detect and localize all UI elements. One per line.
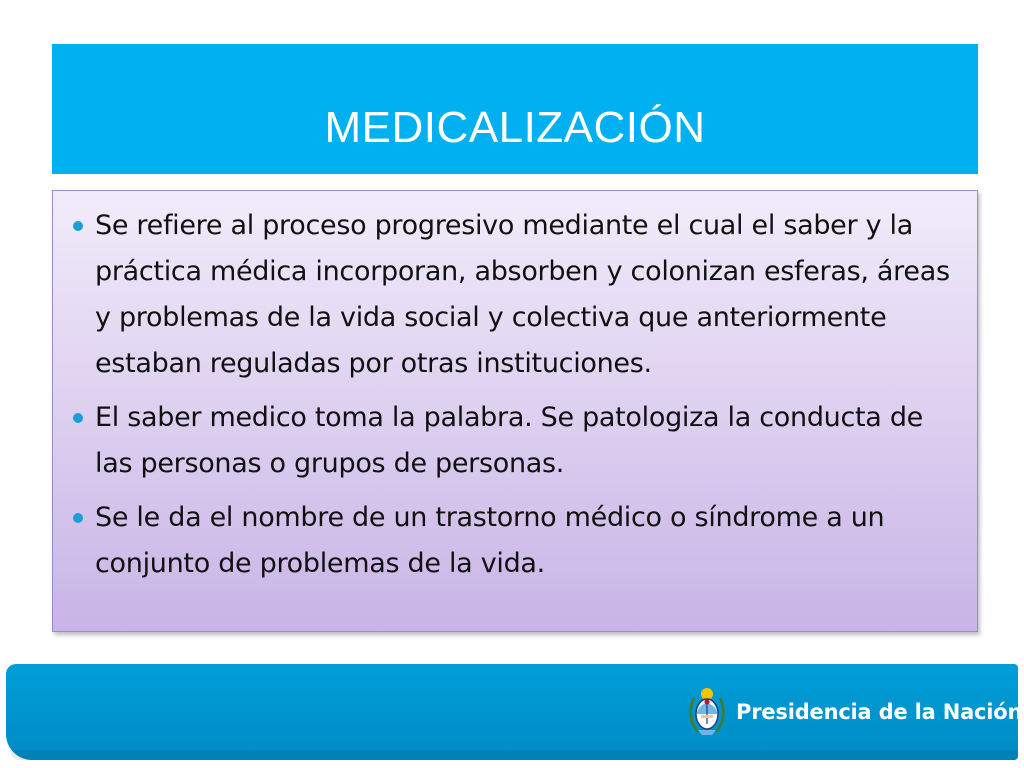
coat-of-arms-icon	[688, 684, 726, 738]
bullet-icon	[73, 413, 83, 423]
bullet-text: El saber medico toma la palabra. Se patologiza la conducta de las personas o grupos de personas.	[95, 402, 923, 479]
bullet-item	[73, 495, 963, 587]
bullet-list	[73, 203, 963, 587]
bullet-item	[73, 395, 963, 487]
bullet-icon	[73, 513, 83, 523]
bullet-text: Se refiere al proceso progresivo mediante el cual el saber y la práctica médica incorporan, absorben y colonizan esferas, áreas y problemas de la vida social y colectiva que anteriormente estaban reguladas por otras instituciones.	[95, 210, 950, 379]
presidencia-logo	[678, 680, 1023, 744]
title-bar	[52, 44, 978, 174]
slide-title: MEDICALIZACIÓN	[324, 103, 706, 152]
content-box	[52, 190, 978, 632]
logo-text: Presidencia de la Nación	[736, 700, 1023, 724]
bullet-text: Se le da el nombre de un trastorno médico o síndrome a un conjunto de problemas de la vida.	[95, 502, 885, 579]
bullet-icon	[73, 221, 83, 231]
bullet-item	[73, 203, 963, 387]
